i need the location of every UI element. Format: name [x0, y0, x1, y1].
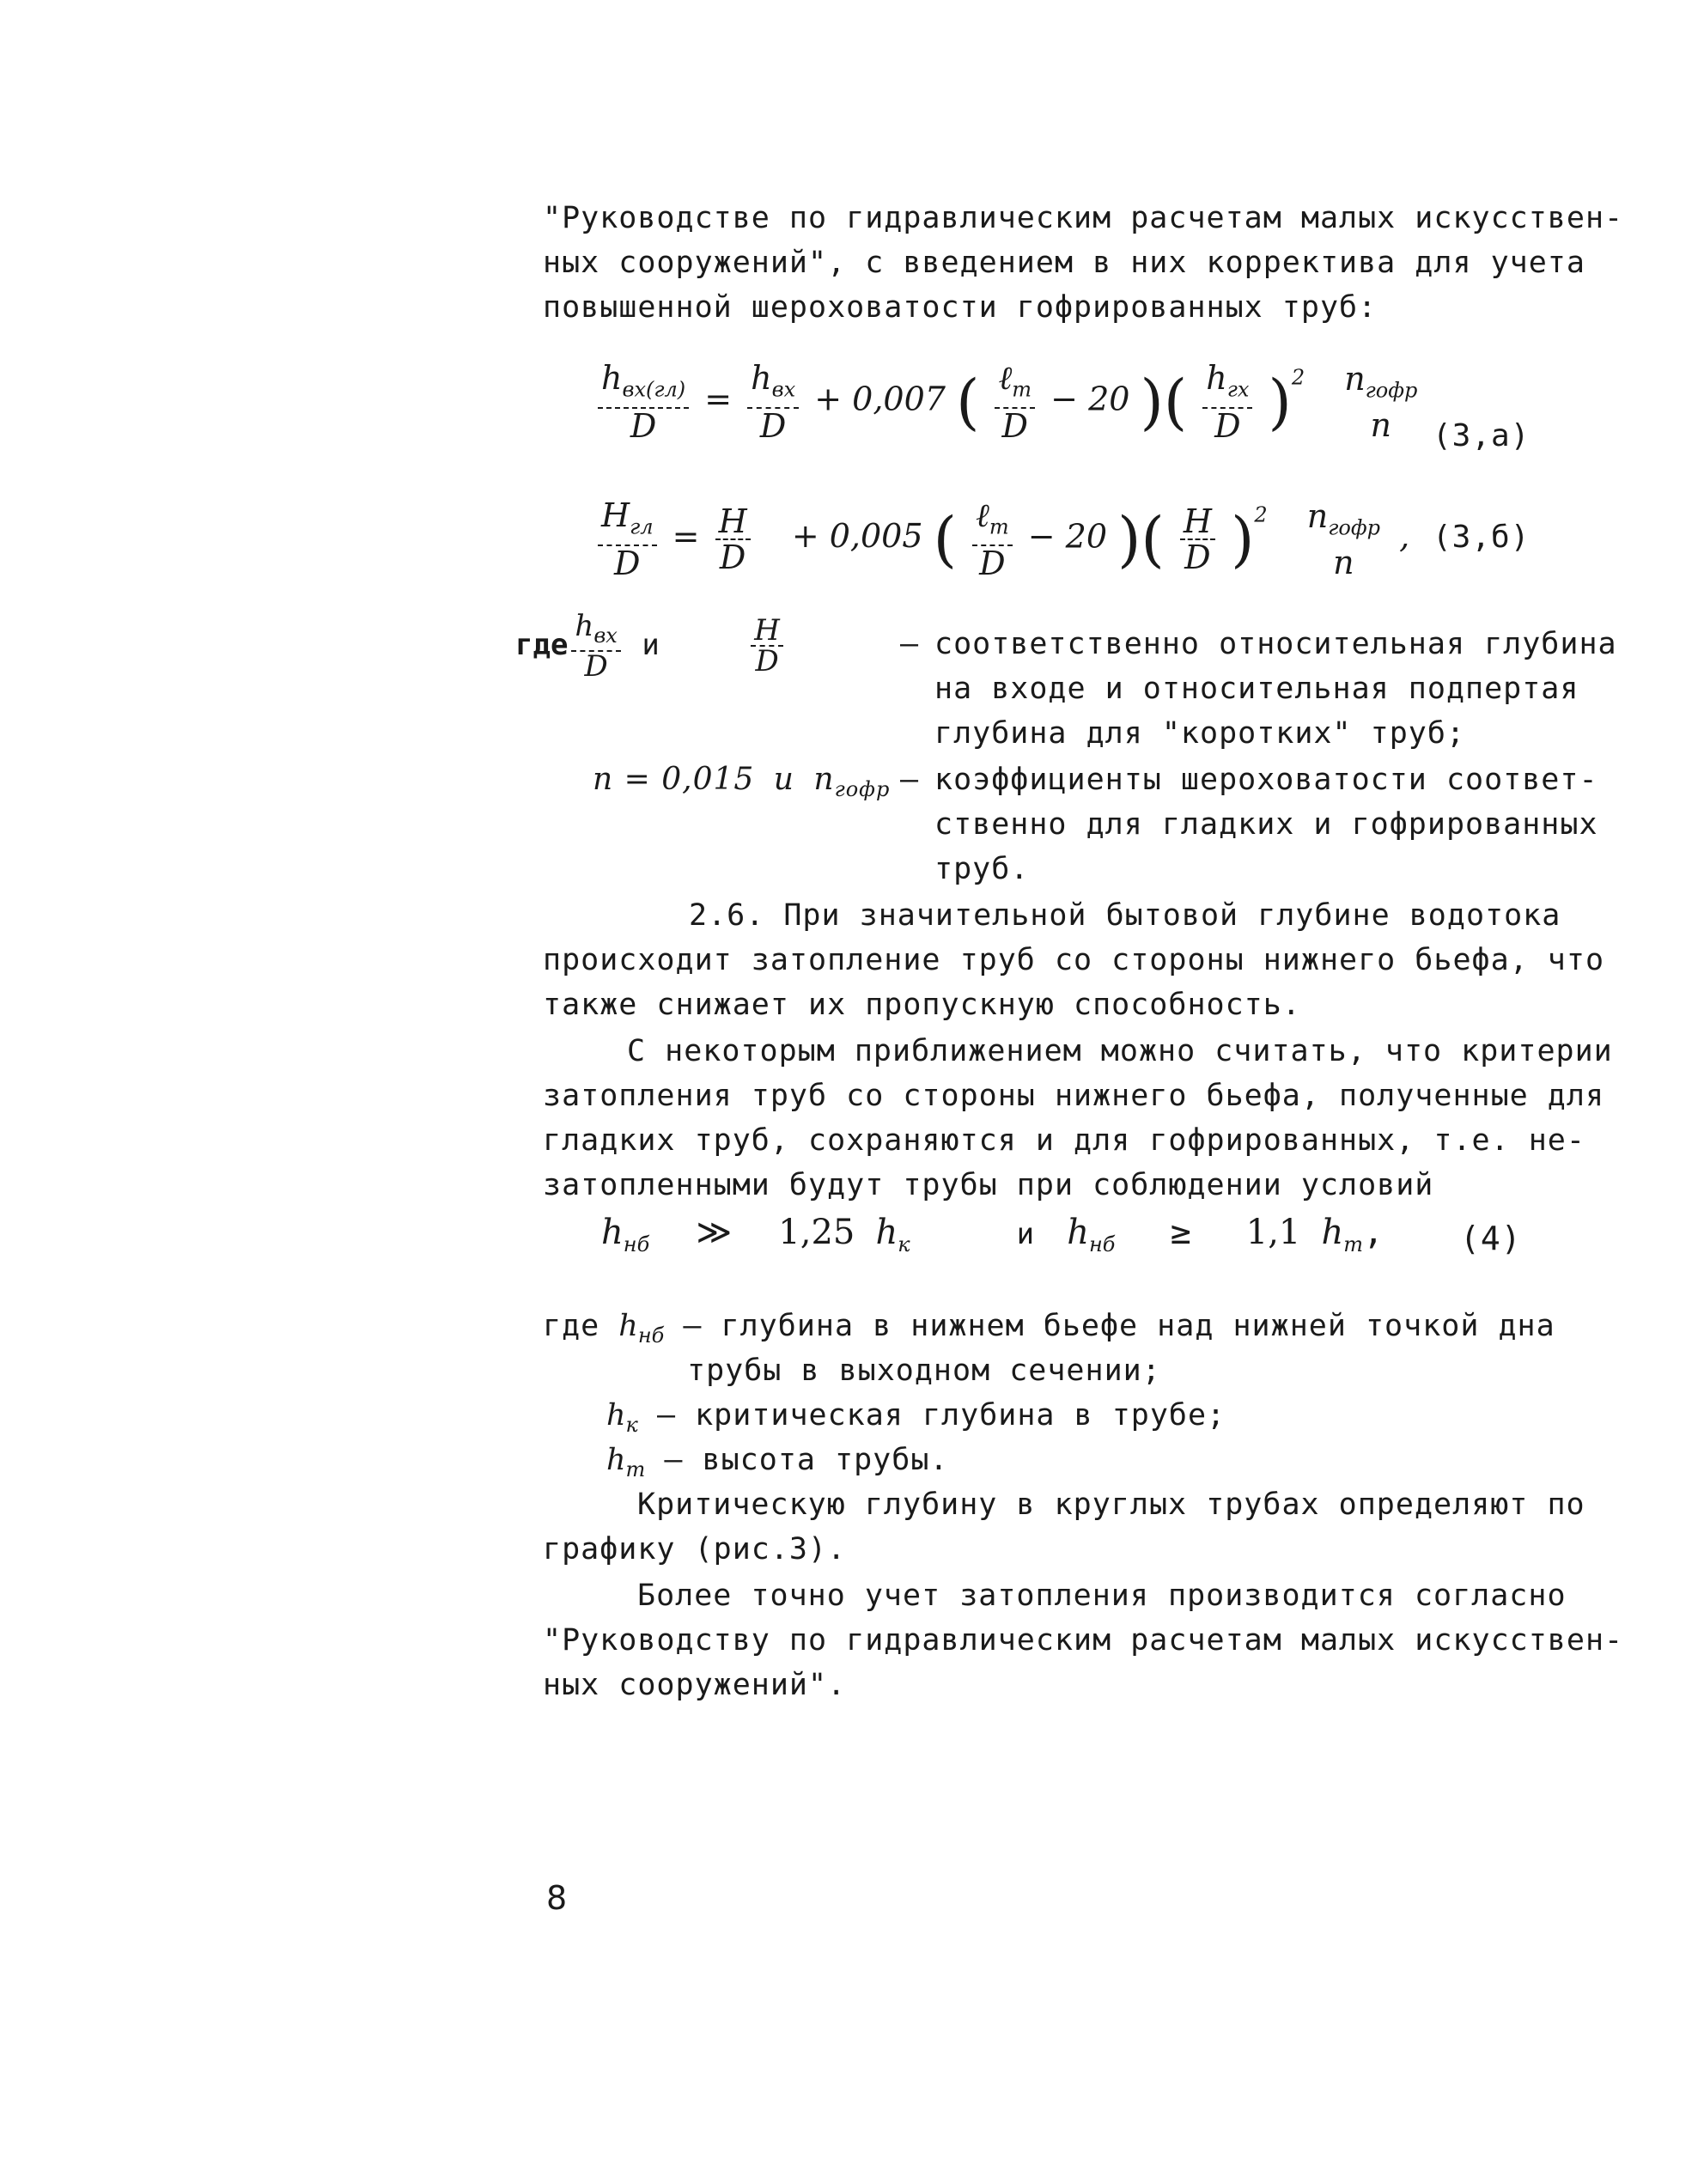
- criteria-line-2: затопления труб со стороны нижнего бьефа, полученные для: [543, 1079, 1605, 1113]
- where1-desc-2: на входе и относительная подпертая: [934, 672, 1579, 706]
- eq3b-comma: ,: [1399, 517, 1410, 556]
- where1-coef-label: n = 0,015 и $n_{гофр}$: [593, 762, 891, 802]
- where2-line-1: где $h_{нб}$ – глубина в нижнем бьефе над нижней точкой дна: [543, 1309, 1555, 1348]
- eq3a-coefficient: + 0,007: [814, 380, 946, 418]
- page-number: 8: [546, 1879, 569, 1917]
- intro-line-3: повышенной шероховатости гофрированных труб:: [543, 290, 1378, 325]
- eq3b-coefficient: + 0,005: [791, 517, 923, 556]
- eq3a-term1-fraction: $\frac{h_{вх}}{D}$: [747, 361, 799, 443]
- eq3a-roughness-fraction: $n_{гофр}$ n: [1344, 360, 1418, 444]
- eq3a-number: (3,а): [1433, 418, 1531, 453]
- eq3b-term1-fraction: $\frac{H}{D}$: [715, 504, 751, 575]
- where1-desc-6: труб.: [934, 852, 1030, 886]
- eq3a-square: 2: [1291, 365, 1305, 390]
- where1-desc-1: соответственно относительная глубина: [934, 627, 1617, 661]
- where1-fraction-2: $\frac{H}{D}$: [751, 616, 783, 676]
- eq3b-square: 2: [1254, 502, 1268, 527]
- where2-line-3: $h_к$ – критическая глубина в трубе;: [606, 1398, 1226, 1437]
- eq3b-equals: =: [672, 517, 700, 556]
- para26-line-3: также снижает их пропускную способность.: [543, 988, 1301, 1022]
- eq3b-lhs-fraction: $\frac{H_{гл}}{D}$: [598, 498, 657, 581]
- criteria-line-1: С некоторым приближением можно считать, что критерии: [627, 1034, 1613, 1068]
- critical-line-1: Критическую глубину в круглых трубах определяют по: [637, 1487, 1585, 1522]
- eq3b-roughness-fraction: $n_{гофр}$ n: [1306, 497, 1380, 581]
- para26-line-1: 2.6. При значительной бытовой глубине водотока: [689, 898, 1561, 933]
- where1-fraction-1: $\frac{h_{вх}}{D}$: [571, 611, 620, 681]
- final-line-3: ных сооружений".: [543, 1668, 847, 1702]
- eq4-number: (4): [1460, 1220, 1522, 1257]
- eq3b-number: (3,б): [1433, 520, 1531, 555]
- critical-line-2: графику (рис.3).: [543, 1532, 847, 1567]
- final-line-2: "Руководству по гидравлическим расчетам малых искусствен-: [543, 1623, 1624, 1658]
- eq3a-length-fraction: $\frac{\ell_т}{D}$: [995, 361, 1035, 443]
- where1-and: и: [642, 627, 660, 662]
- eq3a-minus-20: − 20: [1050, 380, 1130, 418]
- equation-3a: $\frac{h_{вх(гл)}}{D}$ = $\frac{h_{вх}}{D}$ + 0,007 ( $\frac{\ell_т}{D}$ − 20 )( $\frac{h_{гх}}{D}$ )$^2$ $n_{гофр}$ n: [593, 361, 1426, 443]
- intro-line-1: "Руководстве по гидравлическим расчетам малых искусствен-: [543, 201, 1624, 235]
- where1-desc-3: глубина для "коротких" труб;: [934, 716, 1466, 751]
- where1-dash: –: [900, 627, 920, 661]
- where1-dash-2: –: [900, 763, 920, 797]
- final-line-1: Более точно учет затопления производится согласно: [637, 1579, 1567, 1613]
- eq3a-ratio-fraction: $\frac{h_{гх}}{D}$: [1202, 361, 1252, 443]
- criteria-line-3: гладких труб, сохраняются и для гофрированных, т.е. не-: [543, 1123, 1585, 1158]
- equation-3b: $\frac{H_{гл}}{D}$ = $\frac{H}{D}$ + 0,005 ( $\frac{\ell_т}{D}$ − 20 )( $\frac{H}{D}$ )$^2$ $n_{гофр}$ n ,: [593, 498, 1409, 581]
- eq3a-lhs-fraction: $\frac{h_{вх(гл)}}{D}$: [598, 361, 689, 443]
- where2-line-2: трубы в выходном сечении;: [687, 1354, 1161, 1388]
- where1-desc-5: ственно для гладких и гофрированных: [934, 807, 1598, 842]
- intro-line-2: ных сооружений", с введением в них корректива для учета: [543, 246, 1585, 280]
- where1-lead: [515, 609, 788, 684]
- para26-line-2: происходит затопление труб со стороны нижнего бьефа, что: [543, 943, 1605, 977]
- where1-desc-4: коэффициенты шероховатости соответ-: [934, 763, 1598, 797]
- eq3a-equals: =: [704, 380, 733, 418]
- eq3b-ratio-fraction: $\frac{H}{D}$: [1180, 504, 1215, 575]
- where2-line-4: $h_т$ – высота трубы.: [606, 1443, 949, 1481]
- eq3b-minus-20: − 20: [1027, 517, 1108, 556]
- criteria-line-4: затопленными будут трубы при соблюдении условий: [543, 1168, 1434, 1202]
- where1-gde: где: [515, 627, 569, 662]
- equation-4: $h_{нб}$ ≫ 1,25 $h_к$ и $h_{нб} \ge 1,1$ $h_т$,: [601, 1213, 1384, 1256]
- eq3b-length-fraction: $\frac{\ell_т}{D}$: [972, 498, 1013, 581]
